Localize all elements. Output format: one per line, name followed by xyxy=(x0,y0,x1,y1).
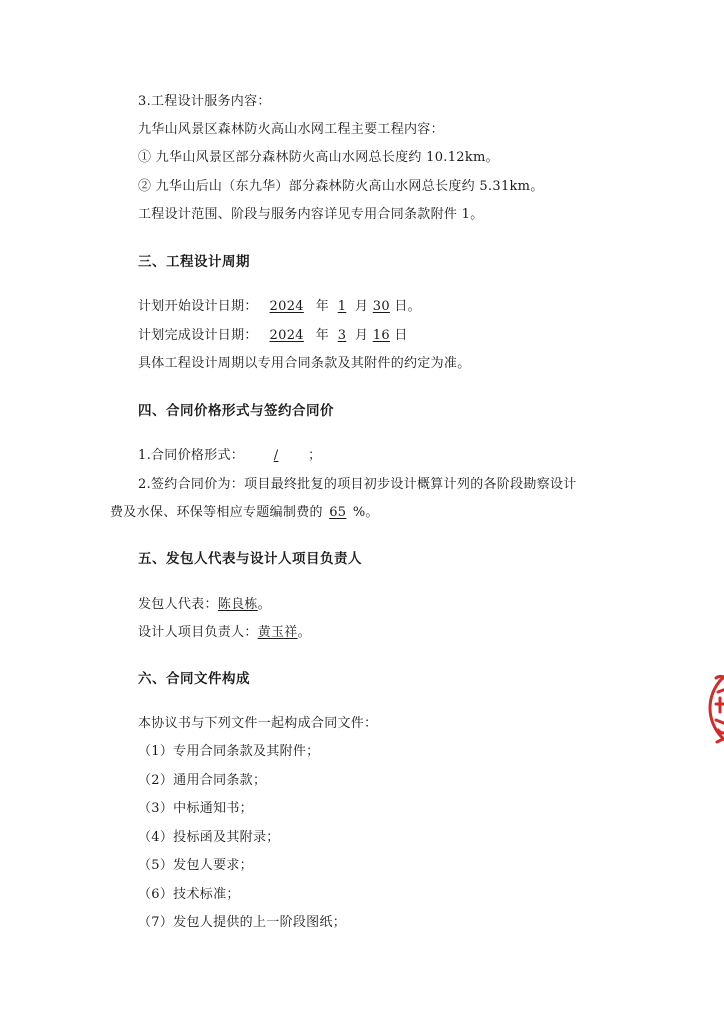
official-seal-stamp xyxy=(704,658,724,758)
designer-end: 。 xyxy=(297,625,311,640)
amount-percent: 65 xyxy=(329,505,347,520)
document-list-item: （4）投标函及其附录； xyxy=(138,830,280,845)
planned-finish-date xyxy=(138,327,408,345)
section3-item-2: ② 九华山后山（东九华）部分森林防火高山水网总长度约 5.31km。 xyxy=(138,179,544,194)
start-label: 计划开始设计日期： xyxy=(138,299,258,314)
finish-day: 16 xyxy=(372,328,390,343)
seal-graphic xyxy=(704,658,724,758)
amount-line2-post: %。 xyxy=(352,505,379,520)
representatives-heading: 五、发包人代表与设计人项目负责人 xyxy=(138,551,362,567)
year-word: 年 xyxy=(315,299,330,314)
contract-amount-line-1: 2.签约合同价为：项目最终批复的项目初步设计概算计列的各阶段勘察设计 xyxy=(138,477,577,492)
document-list-item: （7）发包人提供的上一阶段图纸； xyxy=(138,915,347,930)
section3-intro: 九华山风景区森林防火高山水网工程主要工程内容： xyxy=(138,122,444,137)
document-list-item: （1）专用合同条款及其附件； xyxy=(138,744,320,759)
planned-start-date xyxy=(138,298,421,316)
price-form-label: 1.合同价格形式： xyxy=(138,448,245,463)
price-heading: 四、合同价格形式与签约合同价 xyxy=(138,403,334,419)
section3-note: 工程设计范围、阶段与服务内容详见专用合同条款附件 1。 xyxy=(138,207,484,222)
start-day: 30 xyxy=(372,299,390,314)
finish-month: 3 xyxy=(337,328,347,343)
designer-project-lead xyxy=(138,624,311,642)
employer-representative xyxy=(138,596,271,614)
start-year: 2024 xyxy=(269,299,304,314)
price-form xyxy=(138,447,321,465)
document-list-item: （2）通用合同条款； xyxy=(138,773,267,788)
month-word: 月 xyxy=(355,328,369,343)
finish-label: 计划完成设计日期： xyxy=(138,328,258,343)
employer-end: 。 xyxy=(257,597,272,612)
year-word: 年 xyxy=(315,328,330,343)
period-note: 具体工程设计周期以专用合同条款及其附件的约定为准。 xyxy=(138,356,471,371)
employer-name: 陈良栋 xyxy=(217,597,258,612)
start-month: 1 xyxy=(337,299,347,314)
section3-item-1: ① 九华山风景区部分森林防火高山水网总长度约 10.12km。 xyxy=(138,150,499,165)
period-heading: 三、工程设计周期 xyxy=(138,254,250,270)
documents-heading: 六、合同文件构成 xyxy=(138,671,250,687)
designer-name: 黄玉祥 xyxy=(257,625,298,640)
document-list-item: （6）技术标准； xyxy=(138,887,240,902)
designer-label: 设计人项目负责人： xyxy=(138,625,258,640)
amount-line2-pre: 费及水保、环保等相应专题编制费的 xyxy=(110,505,323,520)
document-list-item: （5）发包人要求； xyxy=(138,858,253,873)
section3-heading: 3.工程设计服务内容： xyxy=(138,94,271,109)
documents-intro: 本协议书与下列文件一起构成合同文件： xyxy=(138,716,378,731)
finish-year: 2024 xyxy=(269,328,304,343)
contract-amount-line-2 xyxy=(110,504,379,522)
employer-label: 发包人代表： xyxy=(138,597,218,612)
start-end: 日。 xyxy=(394,299,421,314)
month-word: 月 xyxy=(355,299,369,314)
document-list-item: （3）中标通知书； xyxy=(138,801,253,816)
price-form-end: ； xyxy=(308,448,322,463)
price-form-value: / xyxy=(273,448,279,463)
finish-end: 日 xyxy=(394,328,408,343)
